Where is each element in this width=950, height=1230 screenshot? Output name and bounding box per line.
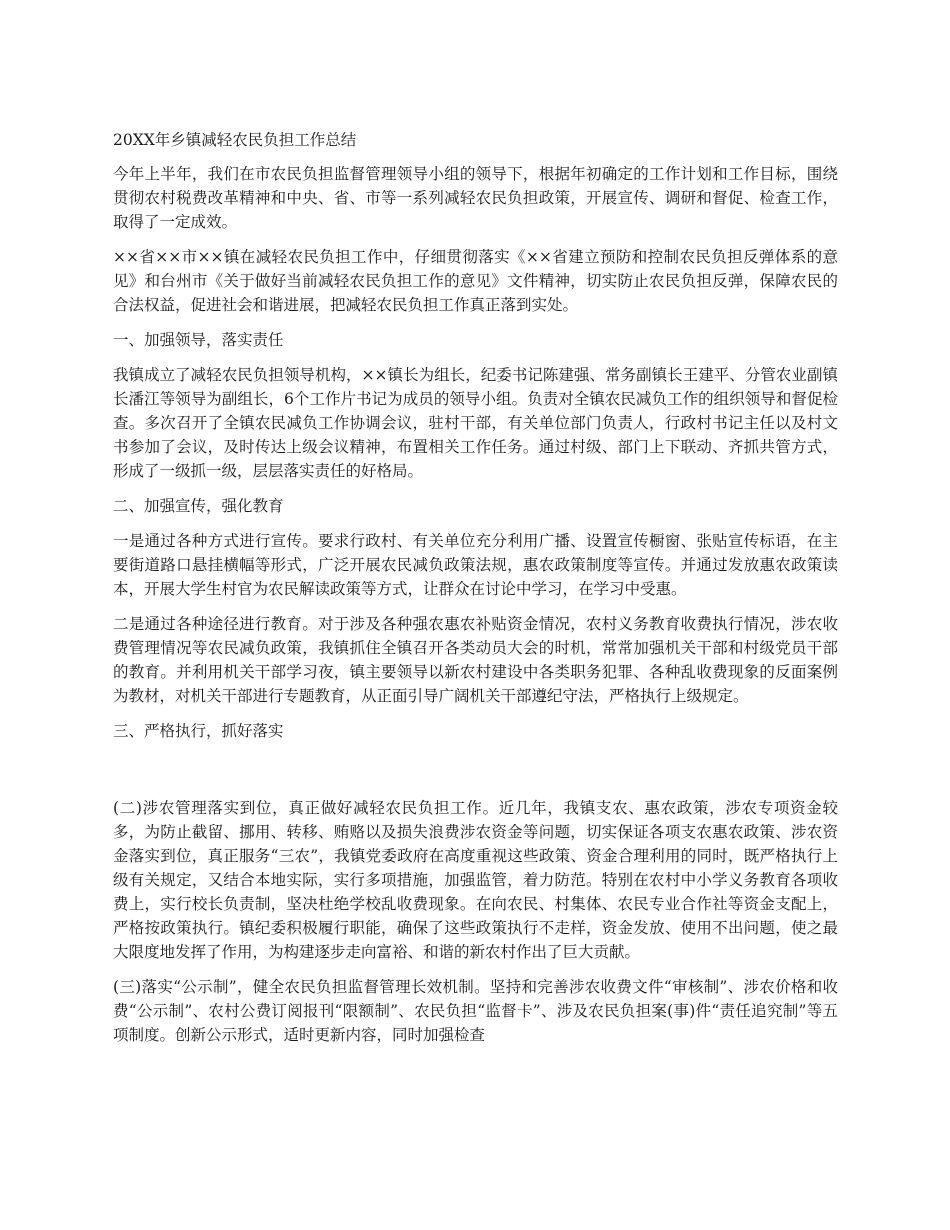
paragraph-education: 二是通过各种途径进行教育。对于涉及各种强农惠农补贴资金情况，农村义务教育收费执行情况，涉农收费管理情况等农民减负政策，我镇抓住全镇召开各类动员大会的时机，常常加强机关干部和村级党员干部的教育。并利用机关干部学习夜，镇主要领导以新农村建设中各类职务犯罪、各种乱收费现象的反面案例为教材，对机关干部进行专题教育，从正面引导广阔机关干部遵纪守法，严格执行上级规定。 [113, 615, 838, 705]
paragraph-management: (二)涉农管理落实到位，真正做好减轻农民负担工作。近几年，我镇支农、惠农政策，涉农专项资金较多，为防止截留、挪用、转移、贿赂以及损失浪费涉农资金等问题，切实保证各项支农惠农政策、涉农资金落实到位，真正服务“三农”，我镇党委政府在高度重视这些政策、资金合理利用的同时，既严格执行上级有关规定，又结合本地实际，实行多项措施，加强监管，着力防范。特别在农村中小学义务教育各项收费上，实行校长负责制，坚决杜绝学校乱收费现象。在向农民、村集体、农民专业合作社等资金支配上，严格按政策执行。镇纪委积极履行职能，确保了这些政策执行不走样，资金发放、使用不出问题，使之最大限度地发挥了作用，为构建逐步走向富裕、和谐的新农村作出了巨大贡献。 [113, 799, 838, 961]
section-spacer [113, 754, 838, 796]
paragraph-leadership: 我镇成立了减轻农民负担领导机构，××镇长为组长，纪委书记陈建强、常务副镇长王建平、分管农业副镇长潘江等领导为副组长，6个工作片书记为成员的领导小组。负责对全镇农民减负工作的组织领导和督促检查。多次召开了全镇农民减负工作协调会议，驻村干部，有关单位部门负责人，行政村书记主任以及村文书参加了会议，及时传达上级会议精神，布置相关工作任务。通过村级、部门上下联动、齐抓共管方式，形成了一级抓一级，层层落实责任的好格局。 [113, 366, 838, 480]
document-title: 20XX年乡镇减轻农民负担工作总结 [113, 131, 357, 149]
paragraph-publicity: 一是通过各种方式进行宣传。要求行政村、有关单位充分利用广播、设置宣传橱窗、张贴宣传标语，在主要街道路口悬挂横幅等形式，广泛开展农民减负政策法规，惠农政策制度等宣传。并通过发放惠农政策读本，开展大学生村官为农民解读政策等方式，让群众在讨论中学习，在学习中受惠。 [113, 532, 838, 598]
section-heading-2: 二、加强宣传，强化教育 [113, 497, 284, 515]
section-heading-3: 三、严格执行，抓好落实 [113, 722, 284, 740]
paragraph-publicity-system: (三)落实“公示制”，健全农民负担监督管理长效机制。坚持和完善涉农收费文件“审核制”、涉农价格和收费“公示制”、农村公费订阅报刊“限额制”、农民负担“监督卡”、涉及农民负担案(事)件“责任追究制”等五项制度。创新公示形式，适时更新内容，同时加强检查 [113, 978, 838, 1044]
paragraph-intro: 今年上半年，我们在市农民负担监督管理领导小组的领导下，根据年初确定的工作计划和工作目标，围绕贯彻农村税费改革精神和中央、省、市等一系列减轻农民负担政策，开展宣传、调研和督促、检查工作，取得了一定成效。 [113, 165, 838, 231]
section-heading-1: 一、加强领导，落实责任 [113, 331, 284, 349]
paragraph-background: ××省××市××镇在减轻农民负担工作中，仔细贯彻落实《××省建立预防和控制农民负担反弹体系的意见》和台州市《关于做好当前减轻农民负担工作的意见》文件精神，切实防止农民负担反弹，保障农民的合法权益，促进社会和谐进展，把减轻农民负担工作真正落到实处。 [113, 248, 838, 314]
